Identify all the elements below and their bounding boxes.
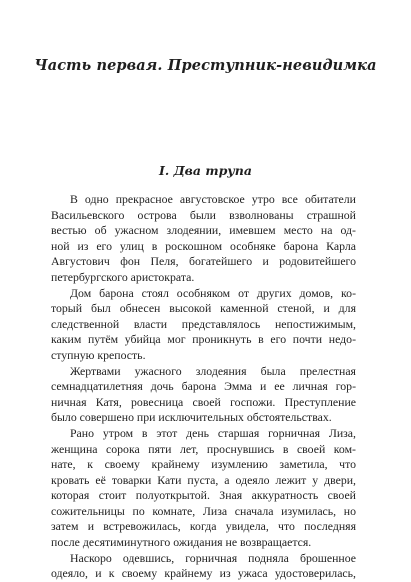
paragraph-3 bbox=[51, 364, 356, 426]
text-line: следственной власти представлялось непостижимым, bbox=[51, 316, 356, 331]
text-line: ступную крепость. bbox=[51, 347, 146, 362]
text-line: кровать её товарки Кати пуста, а одеяло лежит у двери, bbox=[51, 472, 356, 487]
text-line: сожительницы по комнате, Лиза сначала изумилась, но bbox=[51, 503, 356, 518]
text-line: ной из его улиц в роскошном особняке барона Карла bbox=[51, 238, 356, 253]
text-line: затем и встревожилась, когда увидела, что последняя bbox=[51, 519, 356, 534]
text-line: торый был обнесен высокой каменной стеной, и для bbox=[51, 301, 356, 316]
text-line: Рано утром в этот день старшая горничная Лиза, bbox=[70, 425, 356, 440]
text-line: женщина сорока пяти лет, проснувшись в своей ком- bbox=[51, 441, 356, 456]
text-line: Августович фон Пеля, богатейшего и родовитейшего bbox=[51, 254, 356, 269]
body-text bbox=[51, 192, 356, 582]
text-line: которая стоит полуоткрытой. Зная аккуратность своей bbox=[51, 488, 356, 503]
text-line: Васильевского острова были взволнованы страшной bbox=[51, 207, 356, 222]
part-title: Часть первая. Преступник-невидимка bbox=[34, 57, 377, 74]
text-line: вестью об ужасном злодеянии, имевшем место на од- bbox=[51, 223, 356, 238]
paragraph-2 bbox=[51, 286, 356, 364]
text-line: было совершено при исключительных обстоятельствах. bbox=[51, 410, 332, 425]
paragraph-5 bbox=[51, 551, 356, 582]
text-line: одеяло, и к своему крайнему из ужаса удостоверилась, bbox=[51, 566, 356, 581]
text-line: Наскоро одевшись, горничная подняла брошенное bbox=[70, 550, 356, 565]
paragraph-1 bbox=[51, 192, 356, 286]
text-line: семнадцатилетняя дочь барона Эмма и ее личная гор- bbox=[51, 379, 356, 394]
text-line: каким путём убийца мог проникнуть в его почти недо- bbox=[51, 332, 356, 347]
chapter-title: I. Два трупа bbox=[159, 163, 252, 178]
text-line: после десятиминутного ожидания не возвращается. bbox=[51, 535, 312, 550]
text-line: нате, к своему крайнему изумлению заметила, что bbox=[51, 457, 356, 472]
text-line: В одно прекрасное августовское утро все обитатели bbox=[70, 192, 356, 206]
text-line: Дом барона стоял особняком от других домов, ко- bbox=[70, 285, 356, 300]
text-line: ничная Катя, ровесница своей госпожи. Преступление bbox=[51, 394, 356, 409]
paragraph-4 bbox=[51, 426, 356, 551]
text-line: Жертвами ужасного злодеяния была прелестная bbox=[70, 363, 356, 378]
text-line: петербургского аристократа. bbox=[51, 269, 195, 284]
